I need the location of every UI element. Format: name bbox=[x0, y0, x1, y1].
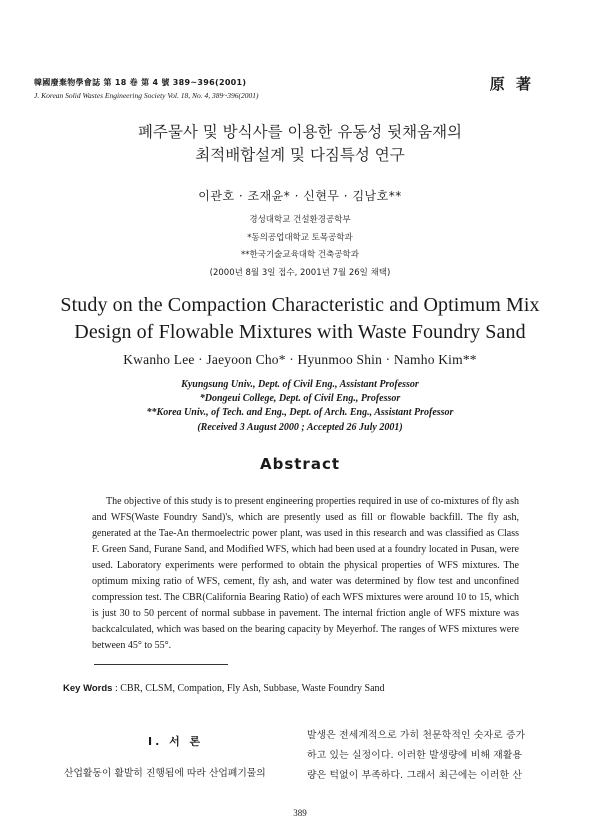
article-type-label: 原 著 bbox=[489, 75, 534, 93]
korean-title bbox=[0, 121, 600, 167]
english-affiliation-line: *Dongeui College, Dept. of Civil Eng., Professor bbox=[199, 393, 401, 405]
korean-affiliation-line: *동의공업대학교 토목공학과 bbox=[247, 232, 353, 243]
body-column-left bbox=[64, 764, 286, 784]
korean-title-line: 폐주물사 및 방식사를 이용한 유동성 뒷채움재의 bbox=[137, 123, 463, 141]
body-line: 량은 턱없이 부족하다. 그래서 최근에는 이러한 산 bbox=[307, 770, 523, 781]
english-title-line: Study on the Compaction Characteristic and Optimum Mix bbox=[60, 294, 540, 316]
abstract-text: The objective of this study is to present engineering properties required in use of co-mixtures of fly ash and WFS(Waste Foundry Sand)'s, which are presently used as fill or flowable backfill. The fly ash, generated at the Tae-An thermoelectric power plant, was used in this research and was classified as Class F. Green Sand, Furane Sand, and Modified WFS, which had been used at a foundry located in Pusan, were used. Laboratory experiments were performed to obtain the physical properties of WFS mixtures. The optimum mixing ratio of WFS, cement, fly ash, and water was determined by flow test and unconfined compression test. The CBR(California Bearing Ratio) of each WFS mixtures were around 10 to 15, which is just 30 to 50 percent of normal subbase in pavement. The internal friction angle of WFS mixture was backcalculated, which was based on the bearing capacity by Meyerhof. The ranges of WFS mixtures were between 45° to 55°. bbox=[92, 496, 519, 652]
body-line: 발생은 전세계적으로 가히 천문학적인 숫자로 증가 bbox=[307, 730, 526, 741]
korean-affiliation-line: 경성대학교 건설환경공학부 bbox=[249, 215, 351, 225]
english-affiliations bbox=[0, 378, 600, 435]
korean-title-line: 최적배합설계 및 다짐특성 연구 bbox=[195, 146, 405, 164]
english-received-dates: (Received 3 August 2000 ; Accepted 26 July 2001) bbox=[197, 421, 403, 433]
section-heading-introduction: Ⅰ. 서 론 bbox=[148, 735, 204, 748]
body-line: 산업활동이 활발히 진행됨에 따라 산업폐기물의 bbox=[64, 768, 266, 779]
korean-affiliation-line: **한국기술교육대학 건축공학과 bbox=[241, 250, 359, 260]
english-affiliation-line: **Korea Univ., of Tech. and Eng., Dept. of Arch. Eng., Assistant Professor bbox=[146, 407, 454, 419]
english-title bbox=[0, 292, 600, 346]
body-column-right bbox=[307, 726, 539, 786]
keywords bbox=[63, 683, 385, 694]
korean-received-dates: (2000년 8월 3일 접수, 2001년 7월 26일 채택) bbox=[209, 267, 391, 278]
abstract-heading: Abstract bbox=[259, 455, 341, 473]
journal-citation-korean: 韓國廢棄物學會誌 第 18 卷 第 4 號 389~396(2001) bbox=[34, 78, 247, 87]
english-authors: Kwanho Lee · Jaeyoon Cho* · Hyunmoo Shin · Namho Kim** bbox=[123, 352, 477, 367]
body-line: 하고 있는 실정이다. 이러한 발생량에 비해 재활용 bbox=[307, 750, 523, 761]
korean-authors: 이관호 · 조재윤* · 신현무 · 김남호** bbox=[198, 189, 402, 203]
english-affiliation-line: Kyungsung Univ., Dept. of Civil Eng., Assistant Professor bbox=[181, 379, 419, 390]
journal-citation-english: J. Korean Solid Wastes Engineering Society Vol. 18, No. 4, 389~396(2001) bbox=[34, 91, 259, 100]
keywords-separator: : bbox=[112, 683, 121, 694]
footnote-divider bbox=[94, 664, 228, 665]
journal-citation bbox=[34, 77, 454, 100]
keywords-label: Key Words bbox=[63, 683, 113, 694]
page-number: 389 bbox=[293, 808, 307, 818]
english-title-line: Design of Flowable Mixtures with Waste Foundry Sand bbox=[74, 321, 526, 343]
korean-affiliations bbox=[0, 212, 600, 282]
keywords-list: CBR, CLSM, Compation, Fly Ash, Subbase, Waste Foundry Sand bbox=[120, 683, 385, 694]
